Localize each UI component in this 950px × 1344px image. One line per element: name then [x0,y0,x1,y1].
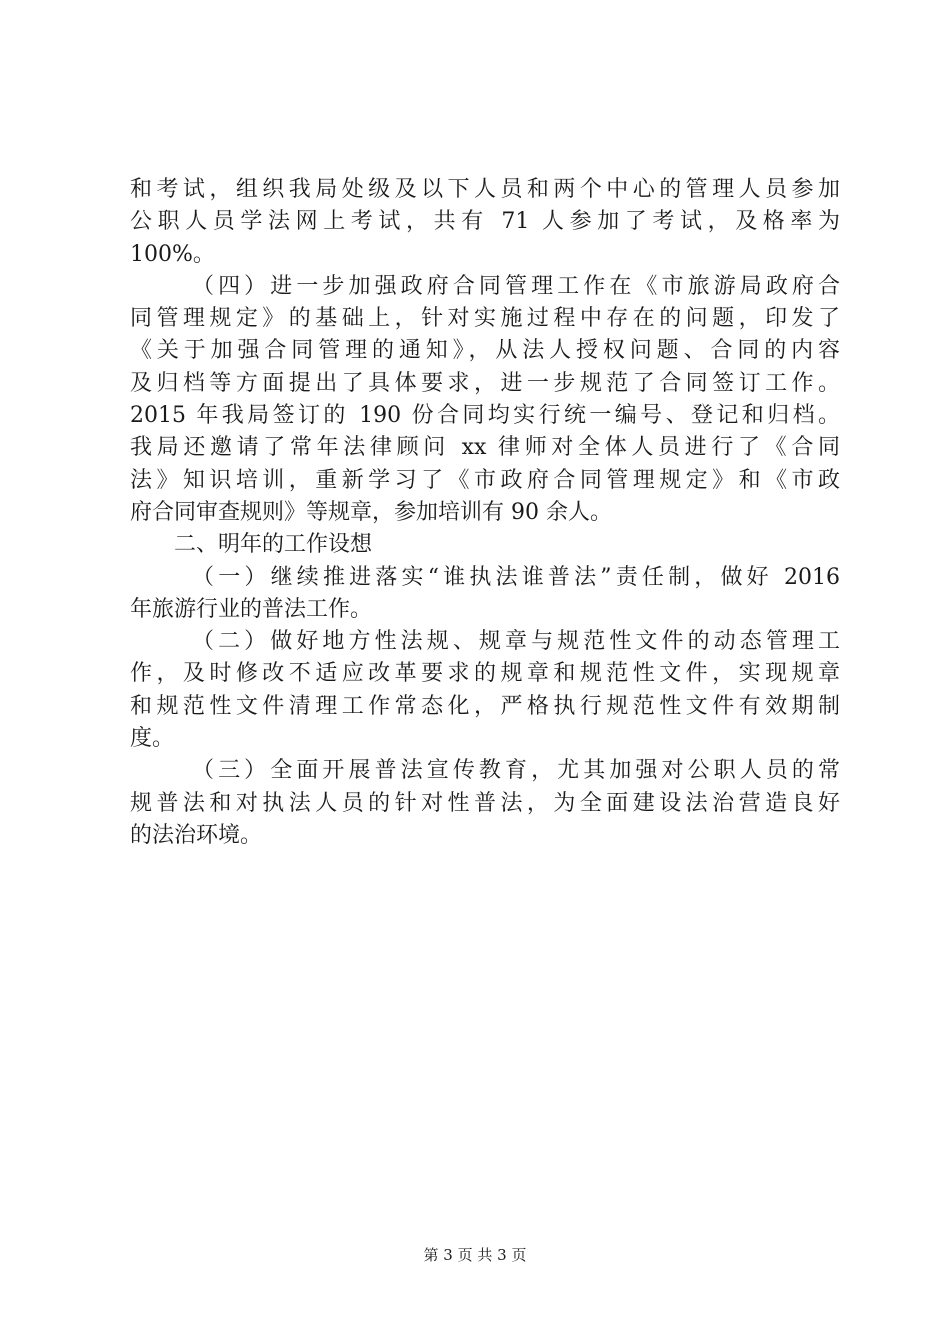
text-line-14: 年旅游行业的普法工作。 [130,596,373,622]
text-line-19: （三）全面开展普法宣传教育，尤其加强对公职人员的常 [192,758,840,784]
text-line-21: 的法治环境。 [130,822,263,848]
section-heading: 二、明年的工作设想 [174,532,373,558]
text-line-11: 府合同审查规则》等规章，参加培训有 90 余人。 [130,499,612,525]
text-line-17: 和规范性文件清理工作常态化，严格执行规范性文件有效期制 [130,693,840,719]
document-body [130,174,840,852]
text-line-2: 公职人员学法网上考试，共有 71 人参加了考试，及格率为 [130,209,840,235]
page-footer: 第 3 页 共 3 页 [423,1246,527,1264]
text-line-9: 我局还邀请了常年法律顾问 xx 律师对全体人员进行了《合同 [130,435,840,461]
text-line-18: 度。 [130,726,175,752]
text-line-16: 作，及时修改不适应改革要求的规章和规范性文件，实现规章 [130,661,840,687]
text-line-8: 2015 年我局签订的 190 份合同均实行统一编号、登记和归档。 [130,403,840,429]
text-line-10: 法》知识培训，重新学习了《市政府合同管理规定》和《市政 [130,467,840,493]
text-line-5: 同管理规定》的基础上，针对实施过程中存在的问题，印发了 [130,306,840,332]
text-line-4: （四）进一步加强政府合同管理工作在《市旅游局政府合 [192,273,840,299]
text-line-1: 和考试，组织我局处级及以下人员和两个中心的管理人员参加 [130,177,840,202]
text-line-7: 及归档等方面提出了具体要求，进一步规范了合同签订工作。 [130,370,840,396]
text-line-13: （一）继续推进落实“谁执法谁普法”责任制，做好 2016 [192,564,840,590]
text-line-15: （二）做好地方性法规、规章与规范性文件的动态管理工 [192,629,840,655]
text-line-20: 规普法和对执法人员的针对性普法，为全面建设法治营造良好 [130,790,840,816]
text-line-3: 100%。 [130,241,215,267]
text-line-6: 《关于加强合同管理的通知》，从法人授权问题、合同的内容 [130,338,840,364]
